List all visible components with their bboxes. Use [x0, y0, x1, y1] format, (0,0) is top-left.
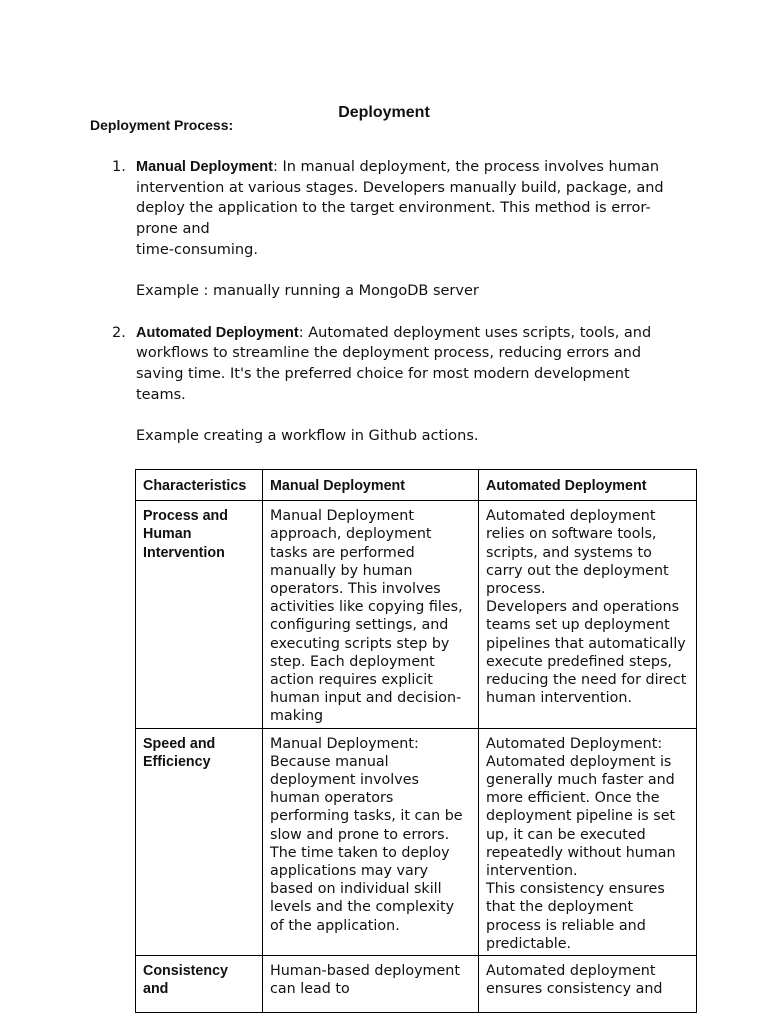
- list-item: [112, 157, 666, 302]
- section-heading: Deployment Process:: [90, 117, 234, 133]
- table-header-cell: Automated Deployment: [479, 470, 697, 501]
- table-row-heading: Speed and Efficiency: [136, 728, 263, 955]
- document-title: Deployment: [338, 104, 430, 121]
- table-header-cell: Manual Deployment: [263, 470, 479, 501]
- table-row-heading: Consistency and: [136, 956, 263, 1013]
- table-row: [136, 501, 697, 728]
- list-number: 1.: [112, 159, 126, 175]
- list-example: Example creating a workflow in Github actions.: [136, 428, 479, 445]
- list-term: Manual Deployment: [136, 159, 273, 175]
- list-paragraph: [136, 323, 666, 406]
- list-number: 2.: [112, 324, 126, 341]
- table-row: [136, 956, 697, 1013]
- table-header-cell: Characteristics: [136, 470, 263, 501]
- list-text: : Automated deployment uses scripts, tools, and workflows to streamline the deployment process, reducing errors and saving time. It's the preferred choice for most modern development teams.: [136, 324, 652, 403]
- list-term: Automated Deployment: [136, 324, 299, 341]
- table-cell: Human-based deployment can lead to: [263, 956, 479, 1013]
- list-text: : In manual deployment, the process involves human intervention at various stages. Developers manually build, package, and deploy the application to the target environment. This method is error-prone and time-consuming.: [136, 159, 664, 258]
- table-cell: Manual Deployment: Because manual deployment involves human operators performing tasks, it can be slow and prone to errors. The time taken to deploy applications may vary based on individual skill levels and the complexity of the application.: [263, 728, 479, 955]
- table-cell: Automated deployment relies on software tools, scripts, and systems to carry out the deployment process. Developers and operations teams set up deployment pipelines that automatically execute predefined steps, reducing the need for direct human intervention.: [479, 501, 697, 728]
- table-cell: Automated Deployment: Automated deployment is generally much faster and more efficient. Once the deployment pipeline is set up, it can be executed repeatedly without human intervention. This consistency ensures that the deployment process is reliable and predictable.: [479, 728, 697, 955]
- list-example: Example : manually running a MongoDB server: [136, 283, 479, 300]
- list-paragraph: [136, 157, 666, 261]
- table-cell: Automated deployment ensures consistency and: [479, 956, 697, 1013]
- deployment-list: [112, 157, 666, 447]
- table-cell: Manual Deployment approach, deployment tasks are performed manually by human operators. This involves activities like copying files, configuring settings, and executing scripts step by step. Each deployment action requires explicit human input and decision-making: [263, 501, 479, 728]
- table-header-row: [136, 470, 697, 501]
- list-item: [112, 323, 666, 447]
- table-row: [136, 728, 697, 955]
- table-row-heading: Process and Human Intervention: [136, 501, 263, 728]
- comparison-table: [135, 469, 697, 1013]
